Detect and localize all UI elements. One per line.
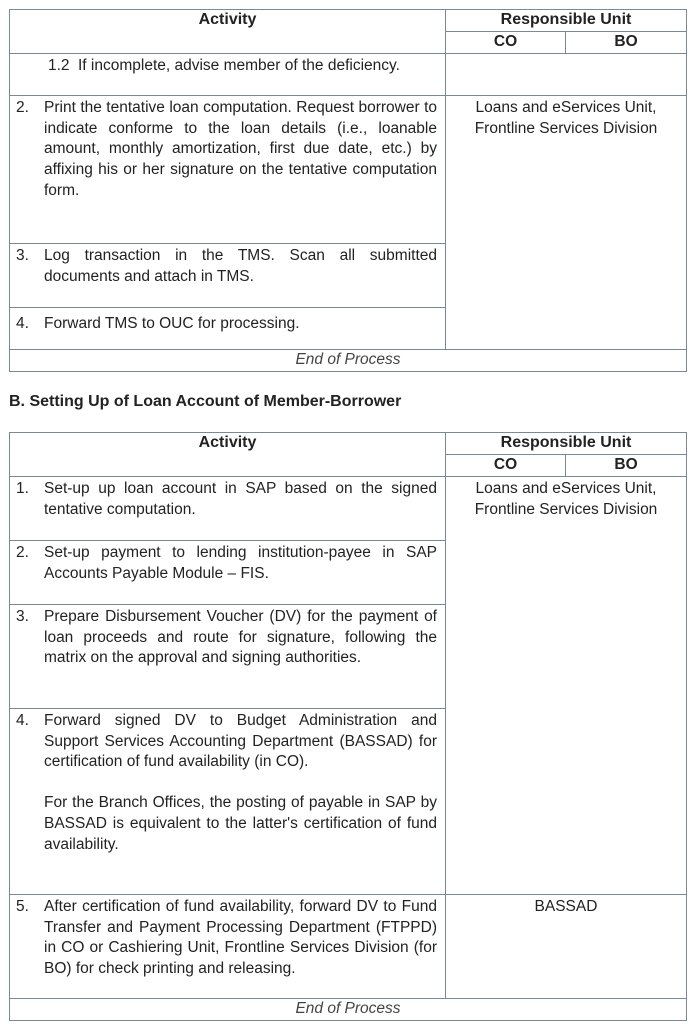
table-row <box>10 243 446 307</box>
step-number: 5. <box>16 897 29 915</box>
step-text: Set-up payment to lending institution-payee in SAP Accounts Payable Module – FIS. <box>44 543 437 582</box>
unit-name: Loans and eServices Unit, Frontline Services Division <box>474 98 658 137</box>
step-number: 4. <box>16 711 29 729</box>
unit-name: BASSAD <box>534 897 598 915</box>
step-text: Forward signed DV to Budget Administration and Support Services Accounting Department (BASSAD) for certification of fund availability (in CO). <box>44 711 437 771</box>
bo-header: BO <box>566 455 687 477</box>
activity-header: Activity <box>10 433 446 477</box>
step-text: Log transaction in the TMS. Scan all submitted documents and attach in TMS. <box>44 246 437 285</box>
table-row <box>10 604 446 708</box>
bo-header: BO <box>566 32 687 54</box>
end-of-process: End of Process <box>10 998 687 1020</box>
step-number: 2. <box>16 98 29 116</box>
step-number: 1. <box>16 479 29 497</box>
activity-header: Activity <box>10 10 446 54</box>
unit-cell-empty <box>446 53 687 95</box>
step-number: 1.2 <box>48 56 70 74</box>
step-text: Forward TMS to OUC for processing. <box>44 314 300 332</box>
table-row <box>10 540 446 604</box>
section-b-title: B. Setting Up of Loan Account of Member-Borrower <box>9 393 402 410</box>
responsible-unit-header: Responsible Unit <box>446 10 687 32</box>
responsible-unit-cell <box>446 95 687 349</box>
step-text: If incomplete, advise member of the deficiency. <box>78 56 400 74</box>
step-text: Set-up up loan account in SAP based on the signed tentative computation. <box>44 479 437 518</box>
table-row <box>10 307 446 349</box>
step-text: After certification of fund availability, forward DV to Fund Transfer and Payment Processing Department (FTPPD) in CO or Cashiering Unit, Frontline Services Division (for BO) for check printing and releasing. <box>44 897 437 978</box>
step-text: Print the tentative loan computation. Request borrower to indicate conforme to the loan details (i.e., loanable amount, monthly amortization, first due date, etc.) by affixing his or her signature on the tentative computation form. <box>44 98 437 199</box>
unit-name: Loans and eServices Unit, Frontline Services Division <box>474 479 658 518</box>
step-number: 4. <box>16 314 29 332</box>
step-text: Prepare Disbursement Voucher (DV) for the payment of loan proceeds and route for signature, following the matrix on the approval and signing authorities. <box>44 607 437 667</box>
co-header: CO <box>446 455 566 477</box>
table-row <box>10 476 446 540</box>
step-number: 2. <box>16 543 29 561</box>
responsible-unit-cell <box>446 476 687 894</box>
process-table-1 <box>9 9 687 372</box>
step-number: 3. <box>16 246 29 264</box>
table-row <box>10 53 446 95</box>
process-table-2 <box>9 432 687 1021</box>
responsible-unit-header: Responsible Unit <box>446 433 687 455</box>
step-number: 3. <box>16 607 29 625</box>
table-row <box>10 708 446 894</box>
responsible-unit-cell <box>446 894 687 998</box>
table-row <box>10 894 446 998</box>
table-row <box>10 95 446 243</box>
co-header: CO <box>446 32 566 54</box>
step-note: For the Branch Offices, the posting of payable in SAP by BASSAD is equivalent to the latter's certification of fund availability. <box>44 794 437 853</box>
end-of-process: End of Process <box>10 349 687 371</box>
